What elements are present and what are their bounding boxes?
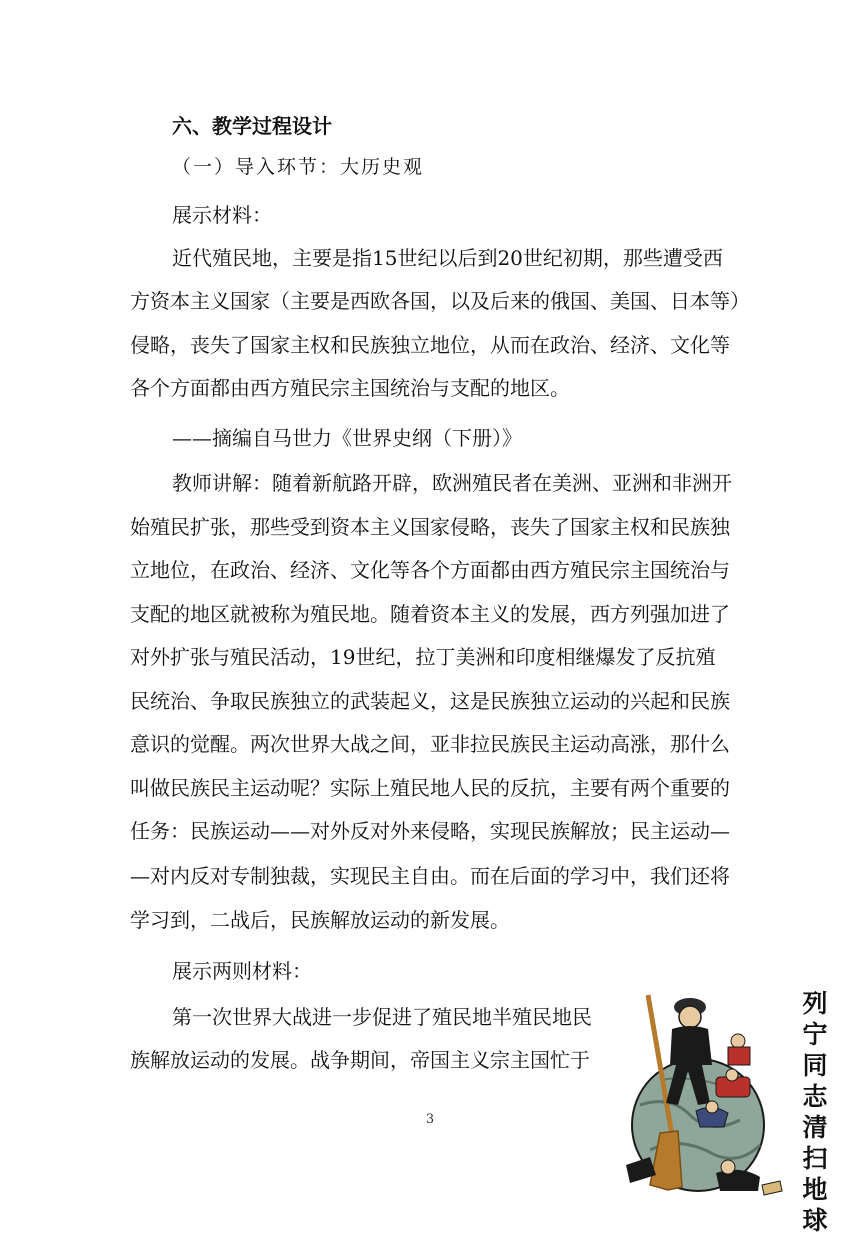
paragraph-line: 各个方面都由西方殖民宗主国统治与支配的地区。 [130, 376, 570, 400]
poster-caption: 列宁同志清扫地球 [802, 989, 828, 1235]
paragraph-line: 第一次世界大战进一步促进了殖民地半殖民地民 [172, 1005, 592, 1029]
paragraph-line: 支配的地区就被称为殖民地。随着资本主义的发展，西方列强加进了 [130, 602, 730, 626]
paragraph-line: 立地位，在政治、经济、文化等各个方面都由西方殖民宗主国统治与 [130, 558, 730, 582]
paragraph-line: 方资本主义国家（主要是西欧各国，以及后来的俄国、美国、日本等） [130, 289, 750, 313]
paragraph-line: 族解放运动的发展。战争期间，帝国主义宗主国忙于 [130, 1048, 590, 1072]
material-label: 展示两则材料： [172, 959, 312, 983]
paragraph-line: 教师讲解：随着新航路开辟，欧洲殖民者在美洲、亚洲和非洲开 [172, 471, 732, 495]
page-number: 3 [425, 1112, 435, 1127]
paragraph-line: 侵略，丧失了国家主权和民族独立地位，从而在政治、经济、文化等 [130, 333, 730, 357]
paragraph-line: —对内反对专制独裁，实现民主自由。而在后面的学习中，我们还将 [130, 864, 730, 888]
material-label: 展示材料： [172, 203, 272, 227]
paragraph-line: 始殖民扩张，那些受到资本主义国家侵略，丧失了国家主权和民族独 [130, 515, 730, 539]
subheading: （一）导入环节：大历史观 [172, 156, 425, 178]
paragraph-line: 民统治、争取民族独立的武装起义，这是民族独立运动的兴起和民族 [130, 689, 730, 713]
paragraph-line: 学习到，二战后，民族解放运动的新发展。 [130, 908, 510, 932]
citation: ——摘编自马世力《世界史纲（下册）》 [172, 426, 522, 450]
paragraph-line: 对外扩张与殖民活动，19世纪，拉丁美洲和印度相继爆发了反抗殖 [130, 645, 716, 669]
paragraph-line: 任务：民族运动——对外反对外来侵略，实现民族解放；民主运动— [130, 819, 730, 843]
paragraph-line: 近代殖民地，主要是指15世纪以后到20世纪初期，那些遭受西 [172, 246, 723, 270]
paragraph-line: 意识的觉醒。两次世界大战之间，亚非拉民族民主运动高涨，那什么 [130, 732, 730, 756]
section-heading: 六、教学过程设计 [172, 114, 332, 138]
paragraph-line: 叫做民族民主运动呢？实际上殖民地人民的反抗，主要有两个重要的 [130, 776, 730, 800]
